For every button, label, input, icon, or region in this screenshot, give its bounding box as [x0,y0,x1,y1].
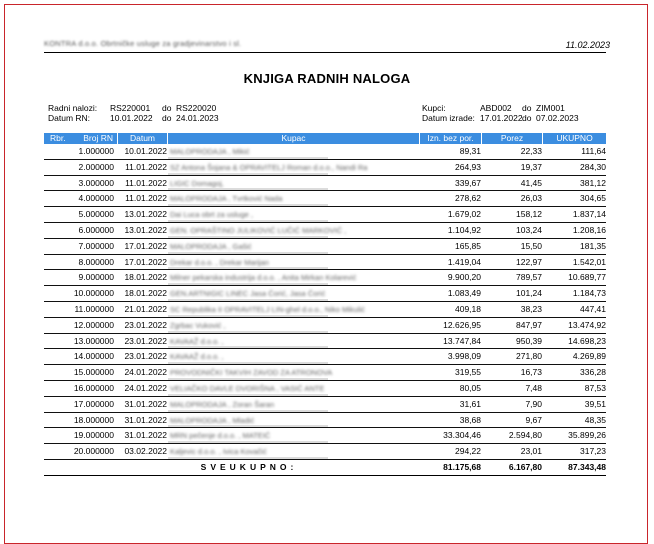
cell-rbr: 6.000000 [78,224,114,235]
param-datum-rn [48,113,219,123]
cell-iznos: 1.104,92 [447,224,481,235]
customer-name-redacted: GEN.ARTNIGIC LINEC Jasa Ćorić, Jasa Ćorić [170,289,326,299]
cell-iznos: 89,31 [459,146,481,156]
cell-kupac [168,144,420,159]
cell-kupac [168,255,420,270]
total-porez: 6.167,80 [508,461,542,472]
cell-kupac [168,207,420,222]
col-kupac: Kupac [168,133,420,144]
cell-rbr: 7.000000 [78,240,114,251]
cell-rbr: 5.000000 [78,209,114,220]
cell-porez: 789,57 [516,272,542,283]
param-label: Kupci: [422,103,446,113]
cell-datum: 23.01.2022 [124,335,167,346]
cell-iznos: 165,85 [455,240,481,251]
param-do: do [522,113,532,123]
cell-iznos: 294,22 [455,446,481,457]
cell-porez: 26,03 [520,193,542,204]
param-do: do [162,103,172,113]
param-kupci [422,103,579,113]
total-iznos: 81.175,68 [443,461,481,472]
cell-datum: 11.01.2022 [125,193,167,204]
cell-kupac [168,302,420,317]
cell-rbr: 1.000000 [78,146,114,156]
customer-name-redacted: GEN. OPRAŠTINO JULIKOVIĆ LUČIĆ MARKOVIĆ , [170,225,347,235]
cell-ukupno: 1.542,01 [572,256,606,267]
cell-ukupno: 1.208,16 [572,224,606,235]
cell-rbr: 2.000000 [78,161,114,172]
table-row [44,334,606,350]
param-to: ZIM001 [536,103,565,113]
cell-ukupno: 111,64 [581,146,606,156]
table-row [44,365,606,381]
cell-datum: 03.02.2022 [124,446,167,457]
cell-rbr: 17.000000 [73,398,114,409]
customer-name-redacted: PROVODNIČKI TAKVIH ZAVOD ZA ATRONOVA [170,368,333,378]
param-label: Datum RN: [48,113,91,123]
param-from: RS220001 [110,103,151,113]
cell-datum: 11.01.2022 [125,161,167,172]
cell-porez: 158,12 [516,209,542,220]
cell-rbr: 13.000000 [73,335,114,346]
cell-rbr: 16.000000 [73,382,114,393]
company-name: KONTRA d.o.o. Obrtničke usluge za gradjevinarstvo i sl. [44,39,242,48]
cell-datum: 13.01.2022 [124,209,167,220]
col-ukupno: UKUPNO [556,133,593,143]
table-totals-row [44,460,606,476]
cell-rbr: 10.000000 [73,288,114,299]
cell-kupac [168,381,420,396]
cell-ukupno: 1.184,73 [572,288,606,299]
customer-name-redacted: Milner pekarska industrija d.o.o. , Anita Mirkan Kolarević [170,273,357,283]
report-title: KNJIGA RADNIH NALOGA [243,71,411,86]
cell-porez: 7,90 [525,398,542,409]
cell-porez: 19,37 [520,161,542,172]
customer-name-redacted: SC Republika II OPRAVITELJ LIN-ghel d.o.o., Niko Mikulić [170,304,365,314]
col-rbr: Rbr. [50,133,66,143]
cell-porez: 950,39 [516,335,542,346]
cell-rbr: 9.000000 [78,272,114,283]
cell-kupac [168,444,420,459]
cell-datum: 23.01.2022 [124,351,167,362]
cell-iznos: 1.083,49 [447,288,481,299]
cell-iznos: 339,67 [455,177,481,188]
param-datum-izrade [422,113,579,123]
param-to: 07.02.2023 [536,113,579,123]
customer-name-redacted: Zgrbac Vuković , [170,320,226,330]
cell-porez: 2.594,80 [508,430,542,441]
cell-ukupno: 14.698,23 [568,335,606,346]
customer-name-redacted: KAVAAŽ d.o.o. , [170,352,224,362]
param-to: RS220020 [176,103,217,113]
table-row [44,270,606,286]
table-row [44,428,606,444]
cell-rbr: 18.000000 [73,414,114,425]
cell-datum: 31.01.2022 [124,398,167,409]
cell-ukupno: 284,30 [580,161,606,172]
cell-kupac [168,223,420,238]
cell-ukupno: 1.837,14 [572,209,606,220]
col-rbr-broj [44,133,118,144]
customer-name-redacted: MALOPRODAJA , Tvrtković Nada [170,194,283,204]
cell-kupac [168,413,420,428]
customer-name-redacted: MALOPRODAJA , Mladić [170,415,255,425]
cell-kupac [168,191,420,206]
cell-kupac [168,286,420,301]
cell-ukupno: 381,12 [580,177,606,188]
customer-name-redacted: KAVAAŽ d.o.o. , [170,336,224,346]
cell-iznos: 13.747,84 [443,335,481,346]
cell-kupac [168,349,420,364]
cell-ukupno: 10.689,77 [568,272,606,283]
table-row [44,413,606,429]
cell-ukupno: 48,35 [584,414,606,425]
filter-params-right [422,103,579,123]
col-datum: Datum [118,133,168,144]
cell-iznos: 80,05 [459,382,481,393]
table-row [44,349,606,365]
cell-ukupno: 336,28 [580,367,606,378]
cell-iznos: 1.419,04 [447,256,481,267]
cell-datum: 11.01.2022 [125,177,167,188]
cell-datum: 17.01.2022 [124,256,167,267]
table-row [44,144,606,160]
cell-kupac [168,334,420,349]
cell-ukupno: 39,51 [584,398,606,409]
cell-datum: 10.01.2022 [124,146,167,156]
customer-name-redacted: Drekar d.o.o. , Drekar Marijan [170,257,269,267]
param-from: ABD002 [480,103,512,113]
table-row [44,397,606,413]
table-body [44,144,606,460]
param-label: Radni nalozi: [48,103,98,113]
cell-kupac [168,318,420,333]
cell-porez: 101,24 [516,288,542,299]
cell-rbr: 12.000000 [73,319,114,330]
table-row [44,255,606,271]
table-row [44,444,606,460]
cell-datum: 31.01.2022 [124,430,167,441]
param-label: Datum izrade: [422,113,475,123]
cell-rbr: 8.000000 [78,256,114,267]
cell-datum: 21.01.2022 [124,303,167,314]
cell-ukupno: 447,41 [580,303,606,314]
cell-datum: 13.01.2022 [124,224,167,235]
cell-datum: 24.01.2022 [124,367,167,378]
customer-name-redacted: MALOPRODAJA , Gašić [170,241,252,251]
cell-datum: 18.01.2022 [124,272,167,283]
cell-iznos: 9.900,20 [447,272,481,283]
table-row [44,302,606,318]
param-do: do [522,103,532,113]
cell-porez: 7,48 [525,382,542,393]
cell-datum: 17.01.2022 [124,240,167,251]
table-row [44,318,606,334]
param-to: 24.01.2023 [176,113,219,123]
cell-ukupno: 4.269,89 [572,351,606,362]
table-row [44,381,606,397]
cell-ukupno: 87,53 [584,382,606,393]
customer-name-redacted: MRN pečenje d.o.o. , MATEIĆ [170,431,271,441]
cell-ukupno: 13.474,92 [568,319,606,330]
customer-name-redacted: LIGIC Domagoj, [170,178,224,188]
totals-label: SVEUKUPNO: [200,461,298,472]
cell-datum: 23.01.2022 [124,319,167,330]
table-row [44,176,606,192]
cell-porez: 847,97 [516,319,542,330]
col-porez: Porez [482,133,543,144]
cell-porez: 23,01 [520,446,542,457]
filter-params-left [48,103,219,123]
cell-iznos: 264,93 [455,161,481,172]
cell-rbr: 20.000000 [73,446,114,457]
col-iznos-bez-poreza: Izn. bez por. [420,133,482,144]
cell-porez: 41,45 [520,177,542,188]
cell-datum: 18.01.2022 [124,288,167,299]
param-do: do [162,113,172,123]
cell-rbr: 19.000000 [73,430,114,441]
cell-iznos: 31,61 [459,398,481,409]
customer-name-redacted: MALOPRODAJA , Mikić [170,147,250,156]
cell-kupac [168,428,420,443]
cell-porez: 16,73 [520,367,542,378]
cell-iznos: 319,55 [455,367,481,378]
cell-iznos: 3.998,09 [447,351,481,362]
cell-porez: 9,67 [525,414,542,425]
cell-rbr: 15.000000 [73,367,114,378]
param-from: 17.01.2022 [480,113,523,123]
cell-rbr: 3.000000 [78,177,114,188]
param-from: 10.01.2022 [110,113,153,123]
cell-porez: 271,80 [516,351,542,362]
cell-kupac [168,160,420,175]
cell-ukupno: 304,65 [580,193,606,204]
total-ukupno: 87.343,48 [568,461,606,472]
cell-ukupno: 317,23 [580,446,606,457]
cell-iznos: 409,18 [455,303,481,314]
work-orders-table [44,133,606,476]
col-broj-rn: Broj RN [83,133,113,143]
customer-name-redacted: SZ Antona Šojana & OPRAVITELJ Roman d.o.o., Nandi Ra [170,162,368,172]
cell-kupac [168,239,420,254]
cell-ukupno: 35.899,26 [568,430,606,441]
customer-name-redacted: Kaljevic d.o.o. , Ivica Kovačić [170,447,267,457]
report-header-line [44,37,610,53]
cell-datum: 31.01.2022 [124,414,167,425]
cell-rbr: 4.000000 [78,193,114,204]
cell-kupac [168,176,420,191]
cell-iznos: 38,68 [459,414,481,425]
cell-rbr: 14.000000 [73,351,114,362]
cell-kupac [168,365,420,380]
cell-kupac [168,270,420,285]
cell-porez: 38,23 [520,303,542,314]
customer-name-redacted: VELIAČKO DAVLE DVORIŠNA , VASIĆ ANTE [170,383,325,393]
cell-porez: 22,33 [520,146,542,156]
print-date: 11.02.2023 [565,40,610,50]
table-row [44,191,606,207]
param-radni-nalozi [48,103,219,113]
cell-porez: 122,97 [516,256,542,267]
table-row [44,239,606,255]
cell-porez: 15,50 [520,240,542,251]
cell-porez: 103,24 [516,224,542,235]
cell-kupac [168,397,420,412]
table-row [44,286,606,302]
customer-name-redacted: Dai Luca obrt za usluge , [170,210,253,220]
customer-name-redacted: MALOPRODAJA , Zoran Šaran [170,399,275,409]
cell-iznos: 1.679,02 [447,209,481,220]
cell-rbr: 11.000000 [74,303,114,314]
cell-datum: 24.01.2022 [124,382,167,393]
table-row [44,160,606,176]
table-row [44,223,606,239]
cell-iznos: 12.626,95 [443,319,481,330]
cell-iznos: 278,62 [455,193,481,204]
cell-iznos: 33.304,46 [443,430,481,441]
table-header [44,133,606,144]
table-row [44,207,606,223]
cell-ukupno: 181,35 [580,240,606,251]
